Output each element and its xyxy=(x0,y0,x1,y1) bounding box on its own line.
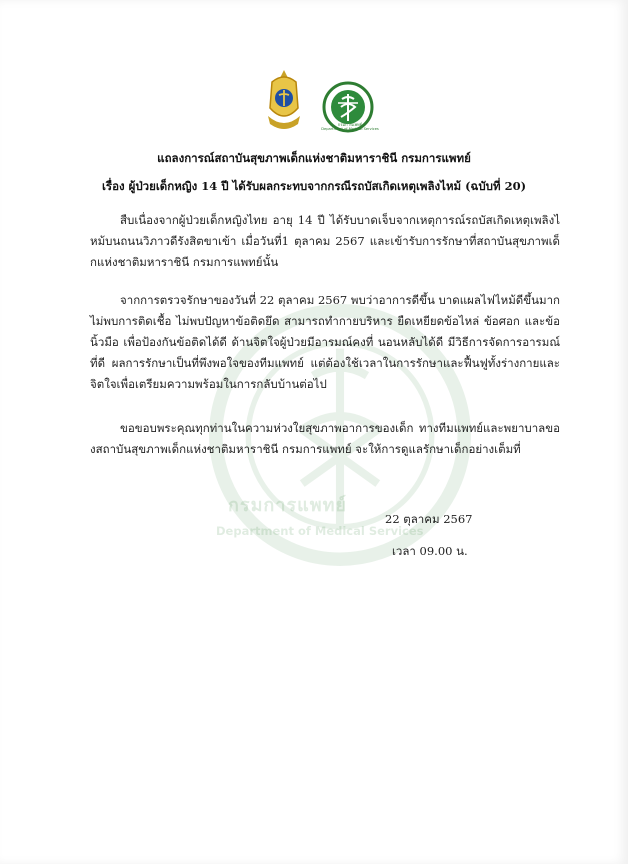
department-name-english: Department of Medical Services xyxy=(321,127,379,131)
paragraph-1: สืบเนื่องจากผู้ป่วยเด็กหญิงไทย อายุ 14 ปี ได้รับบาดเจ็บจากเหตุการณ์รถบัสเกิดเหตุเพลิงไหม้บนถนนวิภาวดีรังสิตขาเข้า เมื่อวันที่1 ตุลาคม 2567 และเข้ารับการรักษาที่สถาบันสุขภาพเด็กแห่งชาติมหาราชินี กรมการแพทย์นั้น xyxy=(90,213,560,269)
watermark-department-thai: กรมการแพทย์ xyxy=(228,495,347,516)
watermark-department-english: Department of Medical Services xyxy=(216,524,424,538)
department-name-thai: กรมการแพทย์ xyxy=(337,122,363,127)
statement-subject: เรื่อง ผู้ป่วยเด็กหญิง 14 ปี ได้รับผลกระทบจากกรณีรถบัสเกิดเหตุเพลิงไหม้ (ฉบับที่ 20) xyxy=(101,179,527,193)
paragraph-3: ขอขอบพระคุณทุกท่านในความห่วงใยสุขภาพอาการของเด็ก ทางทีมแพทย์และพยาบาลของสถาบันสุขภาพเด็กแห่งชาติมหาราชินี กรมการแพทย์ จะให้การดูแลรักษาเด็กอย่างเต็มที่ xyxy=(90,421,560,456)
statement-time: เวลา 09.00 น. xyxy=(392,544,468,558)
institute-crest-logo xyxy=(262,68,306,134)
statement-date: 22 ตุลาคม 2567 xyxy=(385,512,473,526)
statement-title: แถลงการณ์สถาบันสุขภาพเด็กแห่งชาติมหาราชินี กรมการแพทย์ xyxy=(157,151,471,165)
paragraph-2: จากการตรวจรักษาของวันที่ 22 ตุลาคม 2567 พบว่าอาการดีขึ้น บาดแผลไฟไหม้ดีขึ้นมาก ไม่พบการติดเชื้อ ไม่พบปัญหาข้อติดยึด สามารถทำกายบริหาร ยืดเหยียดข้อไหล่ ข้อศอก และข้อนิ้วมือ เพื่อป้องกันข้อติดได้ดี ด้านจิตใจผู้ป่วยมีอารมณ์คงที่ นอนหลับได้ดี มีวิธีการจัดการอารมณ์ที่ดี ผลการรักษาเป็นที่พึงพอใจของทีมแพทย์ แต่ต้องใช้เวลาในการรักษาและฟื้นฟูทั้งร่างกายและจิตใจเพื่อเตรียมความพร้อมในการกลับบ้านต่อไป xyxy=(90,293,560,391)
header-logos xyxy=(0,68,628,140)
